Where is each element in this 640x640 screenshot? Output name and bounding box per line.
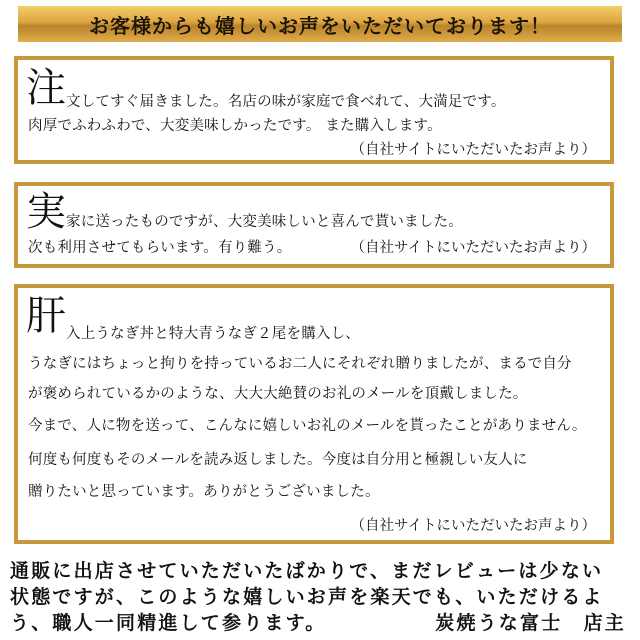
closing-line-1: 通販に出店させていただいたばかりで、まだレビューは少ない [10, 560, 604, 582]
closing-text: う、職人一同精進して参ります。 [10, 612, 327, 634]
review-card-3 [14, 284, 614, 544]
review-card-1 [14, 56, 614, 164]
review-source: （自社サイトにいただいたお声より） [350, 142, 596, 158]
review-text-line: 家に送ったものですが、大変美味しいと喜んで貰いました。 [66, 214, 463, 230]
review-text-line: 何度も何度もそのメールを読み返しました。今度は自分用と極親しい友人に [28, 452, 528, 468]
review-text-line: 次も利用させてもらいます。有り難う。 [28, 240, 292, 256]
closing-line-3 [10, 608, 632, 635]
review-source: （自社サイトにいただいたお声より） [350, 518, 596, 534]
header-banner [18, 6, 622, 42]
review-initial: 注 [26, 65, 66, 111]
closing-line-2: 状態ですが、このような嬉しいお声を楽天でも、いただけるよ [10, 586, 604, 608]
banner-title: お客様からも嬉しいお声をいただいております！ [89, 13, 551, 38]
review-text-line: 肉厚でふわふわで、大変美味しかったです。 また購入します。 [28, 118, 442, 134]
shop-signature: 炭焼うな富士 店主 [435, 612, 626, 634]
review-initial: 肝 [26, 293, 66, 339]
review-text-line: うなぎにはちょっと拘りを持っているお二人にそれぞれ贈りましたが、まるで自分 [28, 356, 572, 372]
review-text-line: 贈りたいと思っています。ありがとうございました。 [28, 484, 380, 500]
review-initial: 実 [26, 189, 66, 235]
review-text-line: 入上うなぎ丼と特大青うなぎ２尾を購入し、 [66, 326, 360, 342]
review-text-line: 文してすぐ届きました。名店の味が家庭で食べれて、大満足です。 [66, 94, 506, 110]
review-source: （自社サイトにいただいたお声より） [350, 240, 596, 256]
review-text-line: が褒められているかのような、大大大絶賛のお礼のメールを頂戴しました。 [28, 386, 528, 402]
review-text-line: 今まで、人に物を送って、こんなに嬉しいお礼のメールを貰ったことがありません。 [28, 418, 587, 434]
review-card-2 [14, 182, 614, 268]
